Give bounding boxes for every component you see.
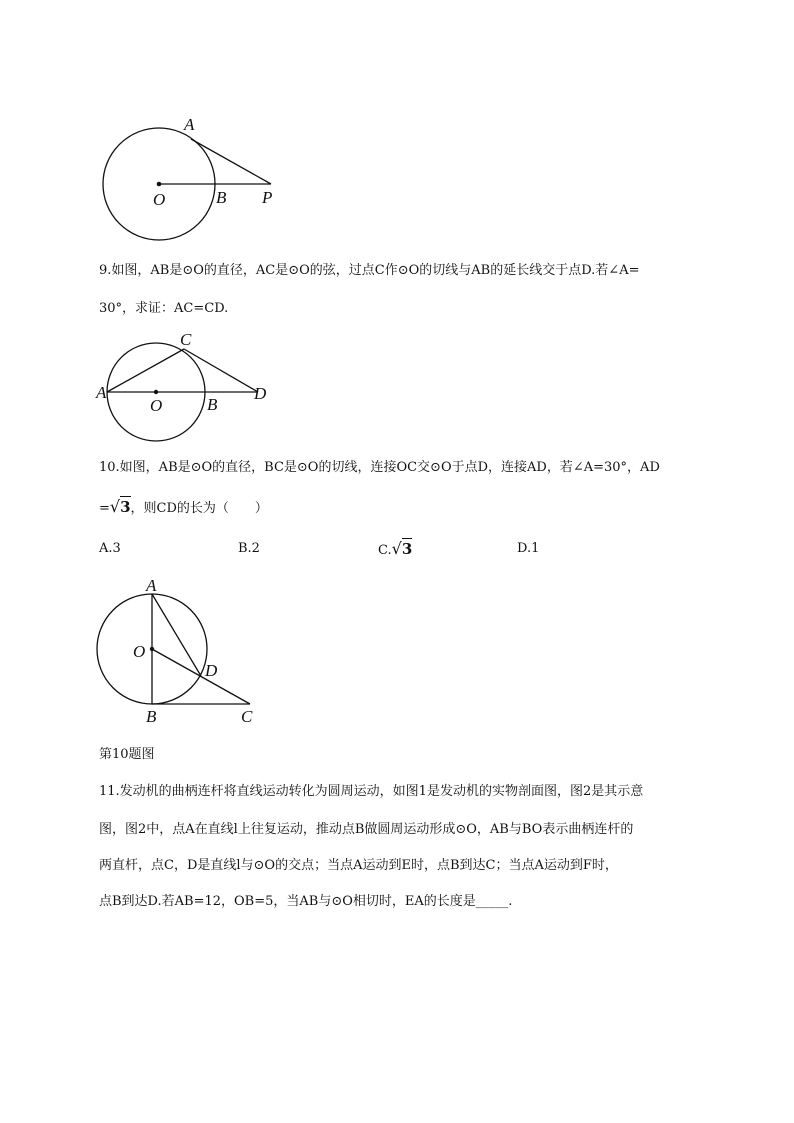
- chord-ac: [107, 349, 184, 392]
- segment-ad: [152, 594, 201, 676]
- q9-line-1: 9.如图，AB是⊙O的直径，AC是⊙O的弦，过点C作⊙O的切线与AB的延长线交于点D.若∠A=: [99, 263, 640, 278]
- figure-q9: [95, 330, 280, 445]
- label-b: B: [146, 707, 157, 726]
- q10-option-a: A.3: [99, 541, 121, 556]
- tangent-cd: [184, 349, 258, 392]
- segment-oc: [152, 649, 250, 704]
- q10-option-d: D.1: [517, 541, 540, 556]
- label-o: O: [153, 190, 166, 209]
- label-o: O: [150, 396, 163, 415]
- center-dot: [150, 647, 154, 651]
- sqrt-sign: √: [109, 497, 121, 516]
- label-a: A: [184, 115, 195, 134]
- label-d: D: [254, 384, 267, 403]
- label-b: B: [207, 395, 218, 414]
- q11-line-1: 11.发动机的曲柄连杆将直线运动转化为圆周运动，如图1是发动机的实物剖面图，图2是其示意: [99, 784, 644, 799]
- q10-option-b: B.2: [238, 541, 260, 556]
- q10-line-2-text: ，则CD的长为（ ）: [130, 501, 268, 516]
- label-c: C: [241, 707, 253, 726]
- q10-line-2: [99, 498, 268, 518]
- figure-circle-tangent-p: [95, 110, 295, 250]
- label-d: D: [205, 661, 218, 680]
- q10-option-c: [378, 540, 412, 560]
- q11-line-4: 点B到达D.若AB=12，OB=5，当AB与⊙O相切时，EA的长度是_____.: [99, 894, 513, 909]
- center-dot: [157, 182, 162, 187]
- label-a: A: [96, 383, 107, 402]
- label-p: P: [262, 188, 273, 207]
- q10-option-c-radicand: 3: [401, 540, 413, 558]
- figure-q10: [95, 575, 270, 730]
- label-o: O: [133, 642, 146, 661]
- label-c: C: [180, 330, 192, 349]
- q10-equals: =: [99, 501, 110, 516]
- q10-figure-caption: 第10题图: [99, 747, 155, 762]
- label-a: A: [146, 576, 157, 595]
- q11-line-3: 两直杆，点C，D是直线l与⊙O的交点；当点A运动到E时，点B到达C；当点A运动到F时，: [99, 858, 618, 873]
- tangent-ap: [191, 139, 271, 184]
- sqrt-sign: √: [391, 539, 402, 558]
- q10-option-c-prefix: C.: [378, 543, 392, 558]
- label-b: B: [216, 188, 227, 207]
- center-dot: [154, 390, 158, 394]
- q10-radicand: 3: [120, 498, 131, 516]
- q11-line-2: 图，图2中，点A在直线l上往复运动，推动点B做圆周运动形成⊙O，AB与BO表示曲柄连杆的: [99, 822, 634, 837]
- q10-line-1: 10.如图，AB是⊙O的直径，BC是⊙O的切线，连接OC交⊙O于点D，连接AD，若∠A=30°，AD: [99, 460, 660, 475]
- q9-line-2: 30°，求证：AC=CD.: [99, 301, 229, 316]
